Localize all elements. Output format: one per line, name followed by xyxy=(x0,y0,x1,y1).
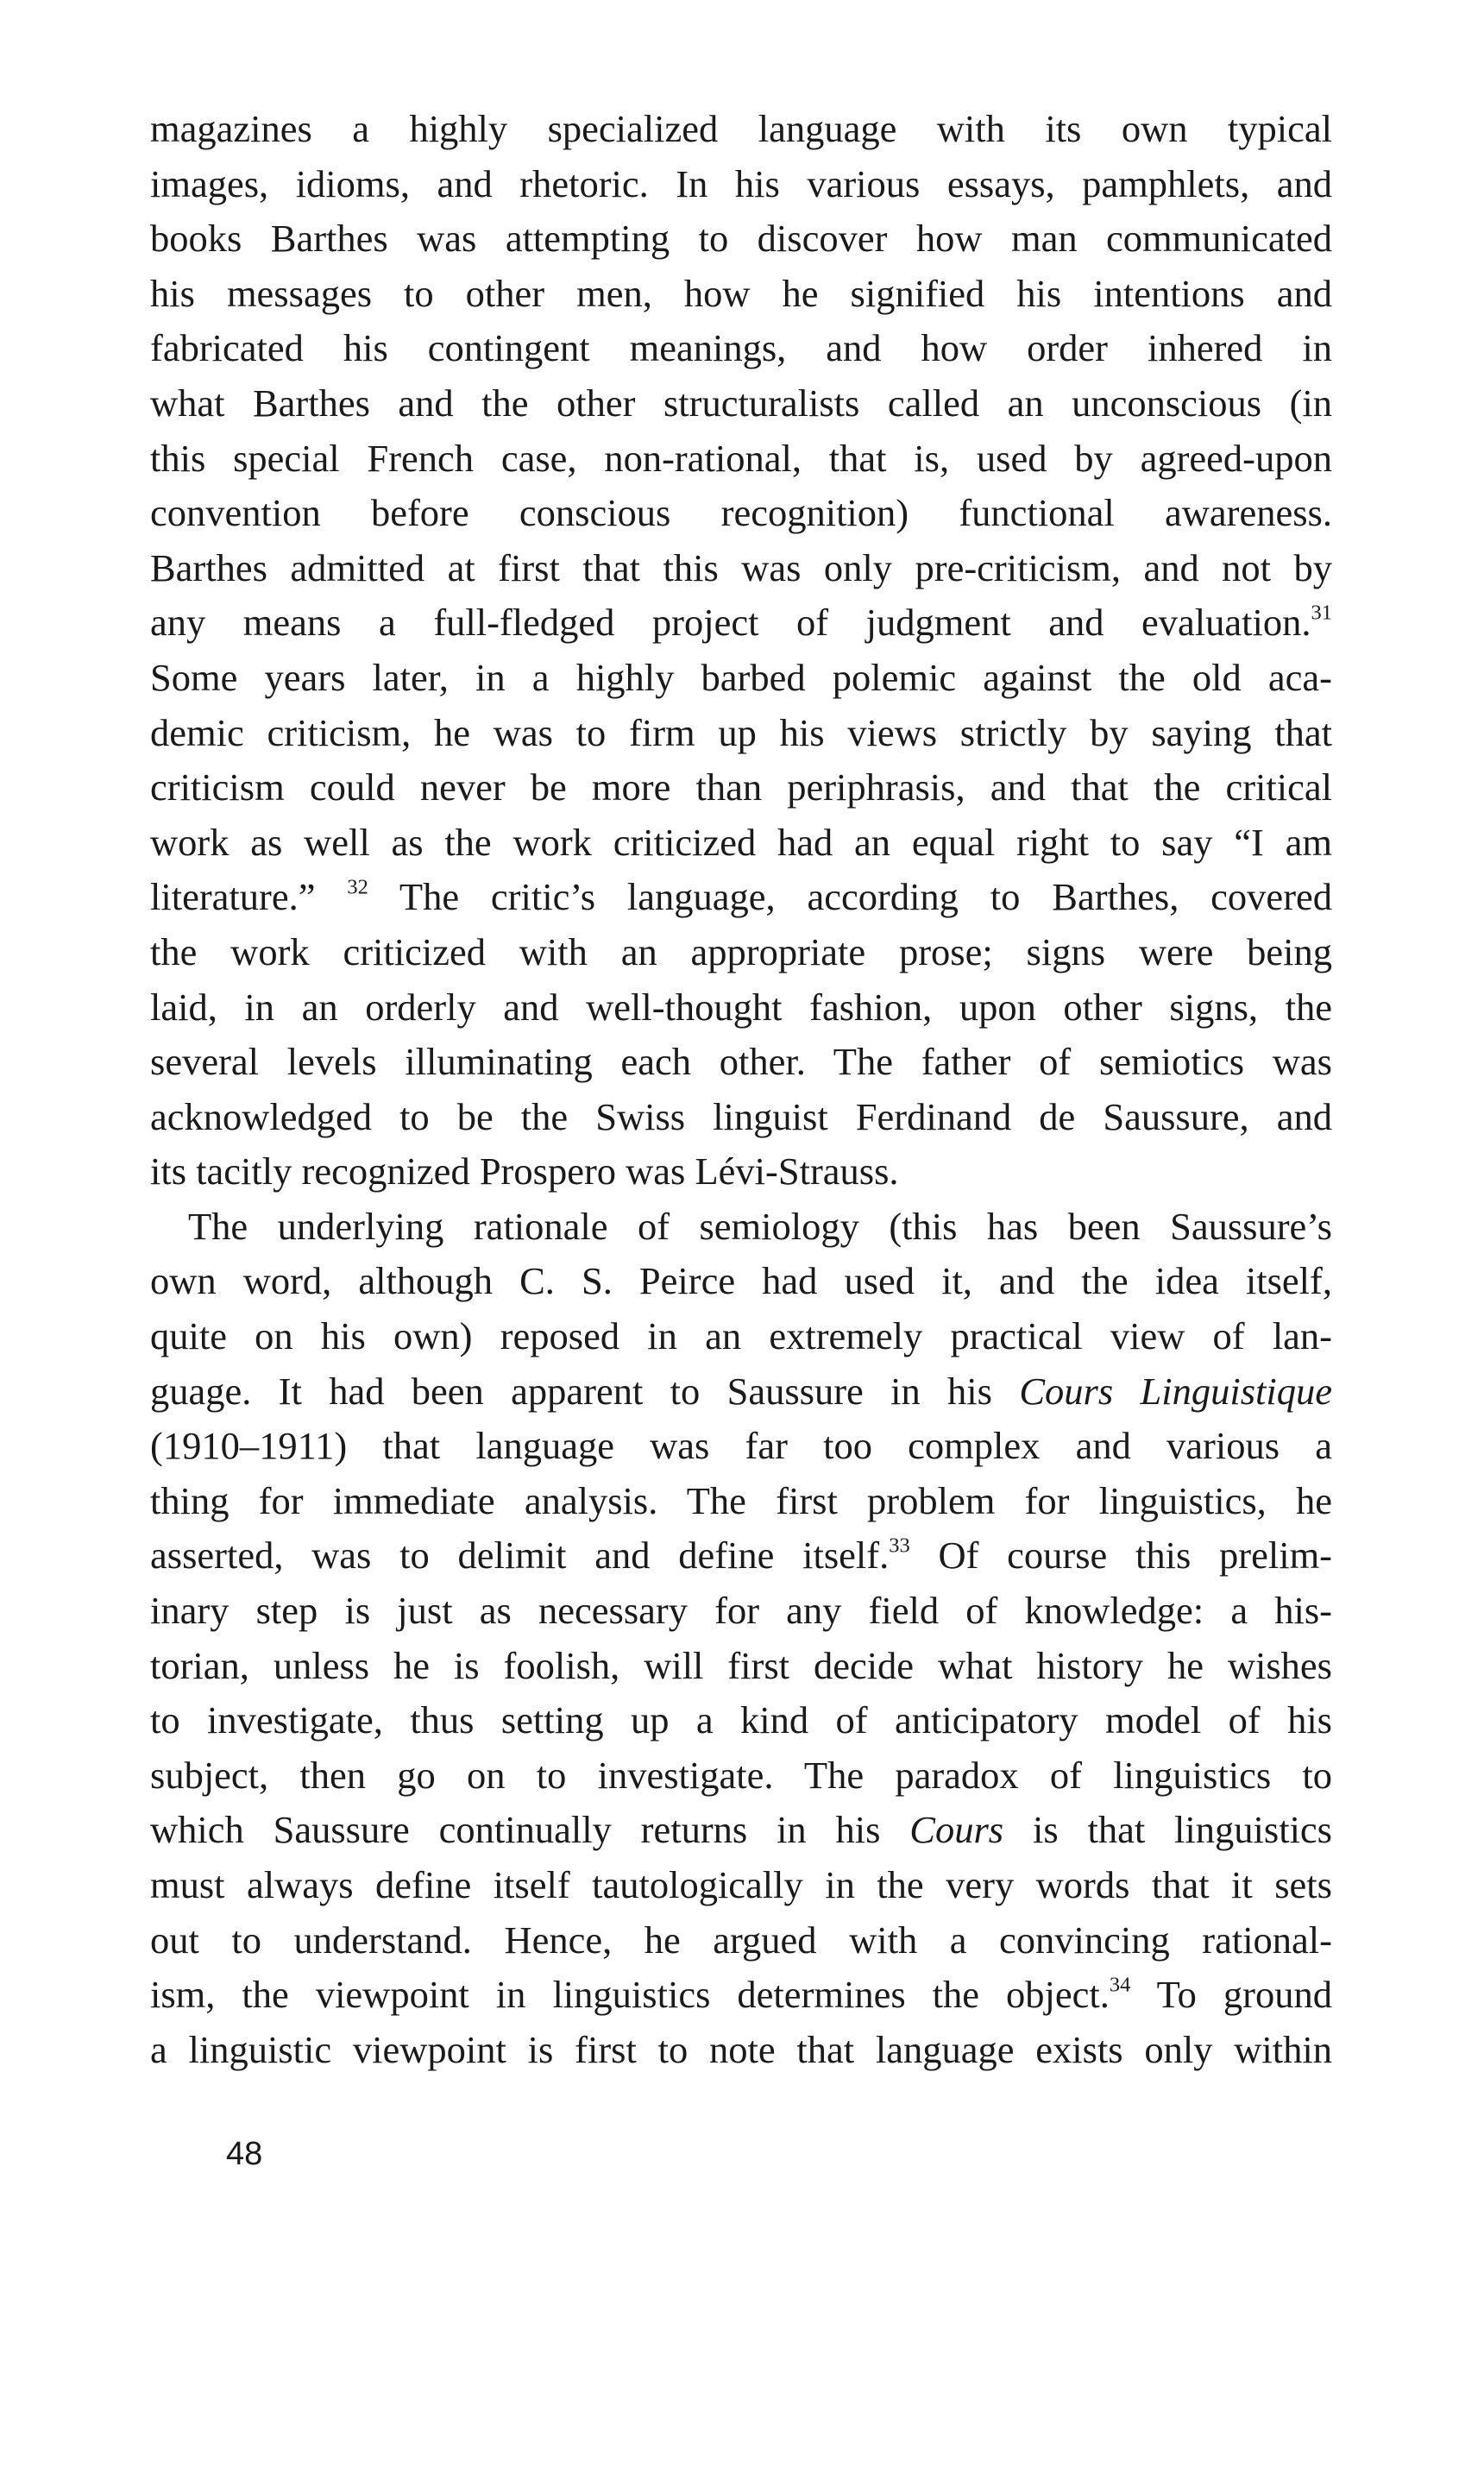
text-line: his messages to other men, how he signified his intentions and xyxy=(150,271,1332,315)
text-line: demic criticism, he was to firm up his views strictly by saying that xyxy=(150,710,1332,754)
footnote-ref-32: 32 xyxy=(347,875,368,899)
text-line: laid, in an orderly and well-thought fashion, upon other signs, the xyxy=(150,985,1332,1029)
page-number: 48 xyxy=(226,2136,263,2172)
text-line: the work criticized with an appropriate prose; signs were being xyxy=(150,929,1332,973)
text-line: out to understand. Hence, he argued with a convincing rational- xyxy=(150,1918,1332,1962)
text-segment: guage. It had been apparent to Saussure in his xyxy=(150,1369,1020,1413)
paragraph-2 xyxy=(150,1200,1332,2078)
italic-title: Cours Linguistique xyxy=(1019,1369,1332,1413)
text-line: thing for immediate analysis. The first problem for linguistics, he xyxy=(150,1478,1332,1522)
text-segment: ism, the viewpoint in linguistics determines the object. xyxy=(150,1973,1110,2017)
text-line: acknowledged to be the Swiss linguist Ferdinand de Saussure, and xyxy=(150,1094,1332,1138)
text-line xyxy=(150,595,1332,651)
italic-title: Cours xyxy=(909,1808,1004,1852)
text-line: to investigate, thus setting up a kind of anticipatory model of his xyxy=(150,1698,1332,1742)
text-segment: Of course this prelim- xyxy=(938,1534,1333,1578)
text-segment: The critic’s language, according to Barthes, covered xyxy=(399,875,1333,919)
footnote-ref-33: 33 xyxy=(889,1534,910,1559)
text-line: images, idioms, and rhetoric. In his various essays, pamphlets, and xyxy=(150,161,1332,205)
text-line xyxy=(150,1528,1332,1584)
text-line: torian, unless he is foolish, will first decide what history he wishes xyxy=(150,1643,1332,1687)
text-segment: any means a full-fledged project of judgment and evaluation. xyxy=(150,601,1311,645)
text-line: its tacitly recognized Prospero was Lévi-Strauss. xyxy=(150,1149,899,1194)
text-segment: literature.” xyxy=(150,875,316,919)
text-line: Barthes admitted at first that this was only pre-criticism, and not by xyxy=(150,545,1332,589)
text-line: fabricated his contingent meanings, and how order inhered in xyxy=(150,326,1332,370)
text-line: convention before conscious recognition) functional awareness. xyxy=(150,491,1332,535)
paragraph-1 xyxy=(150,102,1332,1200)
text-line: The underlying rationale of semiology (this has been Saussure’s xyxy=(188,1204,1332,1248)
text-line: inary step is just as necessary for any field of knowledge: a his- xyxy=(150,1589,1332,1633)
text-segment: asserted, was to delimit and define itself. xyxy=(150,1534,890,1578)
body-text xyxy=(150,102,1332,2077)
text-line: must always define itself tautologically in the very words that it sets xyxy=(150,1863,1332,1906)
text-line: books Barthes was attempting to discover how man communicated xyxy=(150,217,1332,261)
text-line: what Barthes and the other structuralists called an unconscious (in xyxy=(150,381,1332,425)
text-segment: which Saussure continually returns in his xyxy=(150,1808,910,1852)
text-line: subject, then go on to investigate. The paradox of linguistics to xyxy=(150,1753,1332,1797)
text-line xyxy=(150,1803,1332,1858)
text-line xyxy=(150,1968,1332,2023)
text-line: work as well as the work criticized had an equal right to say “I am xyxy=(150,820,1332,864)
text-line: Some years later, in a highly barbed polemic against the old aca- xyxy=(150,655,1332,699)
footnote-ref-31: 31 xyxy=(1311,602,1332,625)
text-line: quite on his own) reposed in an extremely practical view of lan- xyxy=(150,1314,1332,1358)
text-line xyxy=(150,1364,1332,1420)
text-segment: is that linguistics xyxy=(1032,1808,1333,1852)
text-line: criticism could never be more than periphrasis, and that the critical xyxy=(150,765,1332,809)
text-line xyxy=(150,870,1332,925)
text-line: magazines a highly specialized language with its own typical xyxy=(150,107,1332,150)
text-line: (1910–1911) that language was far too complex and various a xyxy=(150,1424,1332,1468)
text-line: this special French case, non-rational, that is, used by agreed-upon xyxy=(150,436,1332,480)
text-line: several levels illuminating each other. The father of semiotics was xyxy=(150,1040,1332,1084)
text-line: a linguistic viewpoint is first to note that language exists only within xyxy=(150,2027,1332,2071)
text-line: own word, although C. S. Peirce had used it, and the idea itself, xyxy=(150,1259,1332,1303)
text-segment: To ground xyxy=(1156,1973,1332,2017)
footnote-ref-34: 34 xyxy=(1109,1973,1131,1997)
